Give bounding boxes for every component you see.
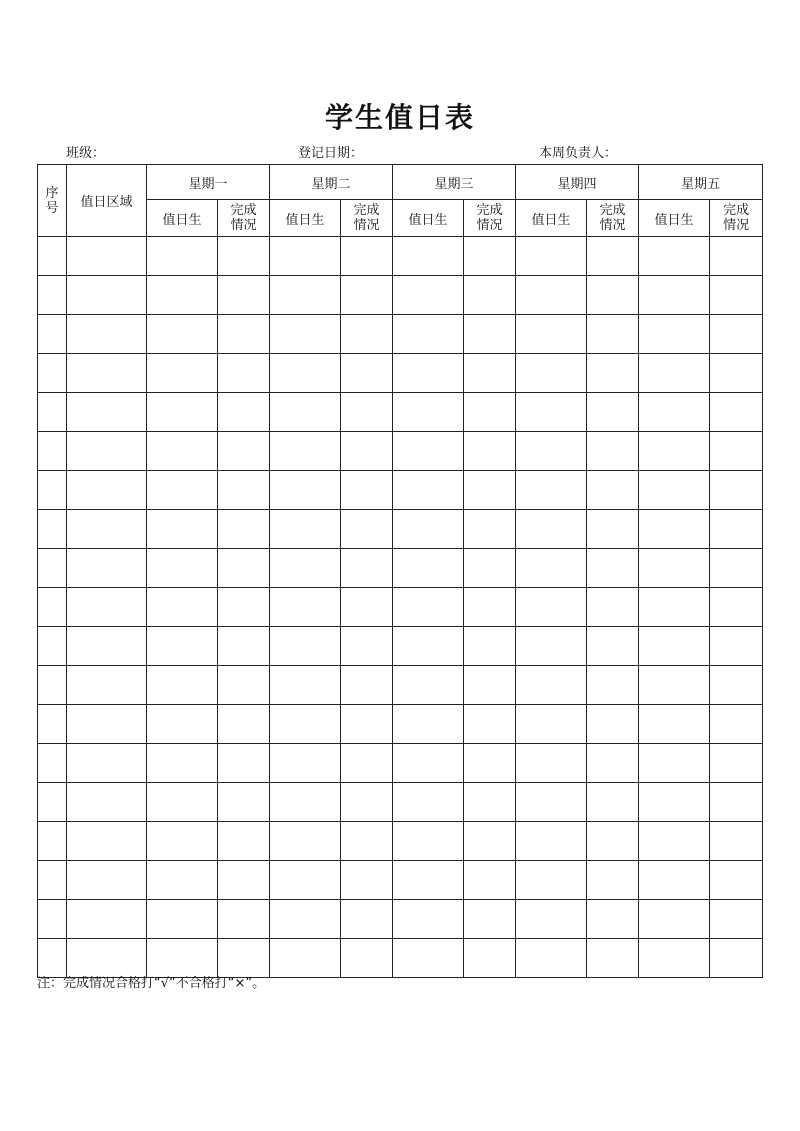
table-cell[interactable]: [147, 354, 218, 393]
table-row: [38, 276, 763, 315]
table-row: [38, 549, 763, 588]
table-cell[interactable]: [38, 744, 67, 783]
table-cell[interactable]: [587, 666, 639, 705]
table-cell[interactable]: [710, 861, 763, 900]
table-cell[interactable]: [341, 783, 393, 822]
table-cell[interactable]: [393, 666, 464, 705]
table-cell[interactable]: [710, 354, 763, 393]
table-cell[interactable]: [393, 276, 464, 315]
table-cell[interactable]: [218, 939, 270, 978]
table-row: [38, 315, 763, 354]
table-cell[interactable]: [270, 783, 341, 822]
sub-header-status: [218, 200, 270, 237]
table-cell[interactable]: [270, 354, 341, 393]
table-cell[interactable]: [710, 237, 763, 276]
table-cell[interactable]: [516, 471, 587, 510]
table-cell[interactable]: [587, 627, 639, 666]
table-cell[interactable]: [218, 237, 270, 276]
seq-header: [38, 165, 67, 237]
table-cell[interactable]: [270, 471, 341, 510]
table-cell[interactable]: [67, 510, 147, 549]
table-cell[interactable]: [393, 393, 464, 432]
table-row: [38, 354, 763, 393]
sub-header-status-line1: 完成: [723, 203, 750, 218]
table-cell[interactable]: [516, 432, 587, 471]
table-cell[interactable]: [218, 705, 270, 744]
table-cell[interactable]: [710, 588, 763, 627]
table-cell[interactable]: [587, 393, 639, 432]
table-cell[interactable]: [639, 705, 710, 744]
day-header-tue: 星期二: [270, 165, 393, 200]
table-cell[interactable]: [393, 861, 464, 900]
sub-header-status-line1: 完成: [353, 203, 380, 218]
table-cell[interactable]: [38, 510, 67, 549]
table-cell[interactable]: [38, 237, 67, 276]
table-cell[interactable]: [270, 315, 341, 354]
table-cell[interactable]: [587, 237, 639, 276]
table-cell[interactable]: [38, 393, 67, 432]
day-header-mon: 星期一: [147, 165, 270, 200]
table-cell[interactable]: [270, 627, 341, 666]
page-title: 学生值日表: [324, 101, 475, 134]
table-cell[interactable]: [516, 315, 587, 354]
table-cell[interactable]: [639, 900, 710, 939]
day-header-fri: 星期五: [639, 165, 763, 200]
table-cell[interactable]: [710, 705, 763, 744]
table-cell[interactable]: [587, 510, 639, 549]
table-row: [38, 705, 763, 744]
sub-header-status-line1: 完成: [599, 203, 626, 218]
table-cell[interactable]: [516, 822, 587, 861]
table-cell[interactable]: [393, 744, 464, 783]
table-row: [38, 744, 763, 783]
table-cell[interactable]: [393, 549, 464, 588]
table-cell[interactable]: [639, 315, 710, 354]
table-cell[interactable]: [270, 549, 341, 588]
table-cell[interactable]: [147, 627, 218, 666]
table-cell[interactable]: [147, 237, 218, 276]
table-cell[interactable]: [587, 471, 639, 510]
duty-table: [37, 164, 763, 978]
table-cell[interactable]: [38, 939, 67, 978]
sub-header-status-line2: 情况: [599, 218, 626, 233]
table-cell[interactable]: [341, 471, 393, 510]
table-cell[interactable]: [516, 627, 587, 666]
table-cell[interactable]: [639, 237, 710, 276]
table-cell[interactable]: [341, 627, 393, 666]
table-cell[interactable]: [587, 432, 639, 471]
table-cell[interactable]: [218, 861, 270, 900]
table-cell[interactable]: [464, 705, 516, 744]
table-cell[interactable]: [270, 666, 341, 705]
table-cell[interactable]: [464, 237, 516, 276]
table-cell[interactable]: [341, 900, 393, 939]
table-cell[interactable]: [587, 276, 639, 315]
table-cell[interactable]: [218, 510, 270, 549]
table-cell[interactable]: [393, 588, 464, 627]
table-cell[interactable]: [341, 588, 393, 627]
table-cell[interactable]: [516, 900, 587, 939]
sub-header-status: [464, 200, 516, 237]
table-cell[interactable]: [67, 861, 147, 900]
table-cell[interactable]: [587, 822, 639, 861]
table-cell[interactable]: [38, 549, 67, 588]
table-cell[interactable]: [639, 393, 710, 432]
table-cell[interactable]: [587, 900, 639, 939]
table-cell[interactable]: [464, 783, 516, 822]
table-cell[interactable]: [147, 549, 218, 588]
table-cell[interactable]: [587, 549, 639, 588]
table-cell[interactable]: [710, 900, 763, 939]
table-cell[interactable]: [270, 900, 341, 939]
table-cell[interactable]: [341, 315, 393, 354]
table-cell[interactable]: [341, 354, 393, 393]
day-header-thu: 星期四: [516, 165, 639, 200]
table-cell[interactable]: [639, 822, 710, 861]
table-cell[interactable]: [38, 822, 67, 861]
table-cell[interactable]: [341, 393, 393, 432]
table-cell[interactable]: [639, 627, 710, 666]
table-cell[interactable]: [464, 627, 516, 666]
table-cell[interactable]: [710, 666, 763, 705]
table-cell[interactable]: [38, 432, 67, 471]
table-cell[interactable]: [516, 588, 587, 627]
table-cell[interactable]: [341, 237, 393, 276]
table-cell[interactable]: [516, 510, 587, 549]
table-cell[interactable]: [710, 822, 763, 861]
table-cell[interactable]: [710, 471, 763, 510]
table-cell[interactable]: [218, 900, 270, 939]
sub-header-duty: 值日生: [270, 200, 341, 237]
table-cell[interactable]: [270, 939, 341, 978]
sub-header-duty: 值日生: [639, 200, 710, 237]
table-row: [38, 939, 763, 978]
table-cell[interactable]: [270, 432, 341, 471]
sub-header-status-line1: 完成: [230, 203, 257, 218]
table-cell[interactable]: [147, 471, 218, 510]
table-cell[interactable]: [516, 705, 587, 744]
table-cell[interactable]: [67, 783, 147, 822]
table-cell[interactable]: [147, 744, 218, 783]
table-cell[interactable]: [464, 822, 516, 861]
table-cell[interactable]: [38, 471, 67, 510]
table-cell[interactable]: [270, 237, 341, 276]
table-cell[interactable]: [587, 939, 639, 978]
table-cell[interactable]: [147, 315, 218, 354]
table-cell[interactable]: [270, 705, 341, 744]
table-cell[interactable]: [270, 744, 341, 783]
table-cell[interactable]: [516, 549, 587, 588]
table-cell[interactable]: [639, 588, 710, 627]
table-cell[interactable]: [218, 588, 270, 627]
table-cell[interactable]: [67, 471, 147, 510]
table-cell[interactable]: [147, 588, 218, 627]
date-label: 登记日期：: [298, 146, 364, 161]
table-cell[interactable]: [587, 588, 639, 627]
table-cell[interactable]: [341, 666, 393, 705]
table-cell[interactable]: [516, 276, 587, 315]
table-cell[interactable]: [710, 744, 763, 783]
table-row: [38, 237, 763, 276]
table-cell[interactable]: [464, 588, 516, 627]
table-cell[interactable]: [393, 237, 464, 276]
table-cell[interactable]: [639, 744, 710, 783]
table-cell[interactable]: [710, 393, 763, 432]
table-row: [38, 822, 763, 861]
table-cell[interactable]: [218, 354, 270, 393]
table-cell[interactable]: [464, 354, 516, 393]
table-cell[interactable]: [218, 783, 270, 822]
table-cell[interactable]: [218, 627, 270, 666]
table-cell[interactable]: [587, 354, 639, 393]
table-cell[interactable]: [147, 783, 218, 822]
table-cell[interactable]: [710, 315, 763, 354]
table-cell[interactable]: [270, 588, 341, 627]
table-cell[interactable]: [393, 354, 464, 393]
table-cell[interactable]: [464, 900, 516, 939]
table-row: [38, 510, 763, 549]
table-cell[interactable]: [341, 822, 393, 861]
table-cell[interactable]: [464, 510, 516, 549]
table-cell[interactable]: [270, 861, 341, 900]
table-cell[interactable]: [710, 432, 763, 471]
table-cell[interactable]: [67, 744, 147, 783]
table-cell[interactable]: [639, 939, 710, 978]
table-cell[interactable]: [516, 939, 587, 978]
table-cell[interactable]: [393, 627, 464, 666]
table-row: [38, 666, 763, 705]
table-cell[interactable]: [38, 783, 67, 822]
table-cell[interactable]: [38, 315, 67, 354]
table-cell[interactable]: [710, 627, 763, 666]
table-cell[interactable]: [218, 822, 270, 861]
table-cell[interactable]: [639, 666, 710, 705]
table-cell[interactable]: [341, 939, 393, 978]
table-cell[interactable]: [147, 666, 218, 705]
table-row: [38, 861, 763, 900]
table-cell[interactable]: [710, 276, 763, 315]
table-cell[interactable]: [218, 315, 270, 354]
table-cell[interactable]: [710, 510, 763, 549]
table-cell[interactable]: [270, 393, 341, 432]
sub-header-status: [710, 200, 763, 237]
table-cell[interactable]: [147, 861, 218, 900]
table-cell[interactable]: [67, 549, 147, 588]
table-cell[interactable]: [218, 666, 270, 705]
table-cell[interactable]: [341, 432, 393, 471]
table-cell[interactable]: [67, 627, 147, 666]
table-cell[interactable]: [218, 276, 270, 315]
table-cell[interactable]: [67, 705, 147, 744]
table-cell[interactable]: [393, 510, 464, 549]
table-cell[interactable]: [710, 783, 763, 822]
seq-header-bottom: 号: [45, 200, 59, 216]
table-cell[interactable]: [147, 822, 218, 861]
table-cell[interactable]: [147, 705, 218, 744]
table-cell[interactable]: [67, 588, 147, 627]
sub-header-duty: 值日生: [393, 200, 464, 237]
table-row: [38, 432, 763, 471]
table-cell[interactable]: [147, 432, 218, 471]
table-cell[interactable]: [639, 783, 710, 822]
table-cell[interactable]: [67, 354, 147, 393]
table-cell[interactable]: [218, 432, 270, 471]
footnote: 注：完成情况合格打“√”不合格打“×”。: [37, 976, 266, 991]
table-cell[interactable]: [464, 315, 516, 354]
table-cell[interactable]: [639, 471, 710, 510]
table-cell[interactable]: [147, 900, 218, 939]
table-cell[interactable]: [639, 861, 710, 900]
table-cell[interactable]: [393, 315, 464, 354]
table-cell[interactable]: [38, 861, 67, 900]
table-cell[interactable]: [516, 354, 587, 393]
table-cell[interactable]: [710, 549, 763, 588]
table-cell[interactable]: [464, 744, 516, 783]
table-cell[interactable]: [710, 939, 763, 978]
sub-header-status-line2: 情况: [353, 218, 380, 233]
table-cell[interactable]: [147, 939, 218, 978]
table-cell[interactable]: [38, 666, 67, 705]
table-cell[interactable]: [464, 471, 516, 510]
table-cell[interactable]: [587, 783, 639, 822]
table-cell[interactable]: [587, 861, 639, 900]
table-cell[interactable]: [464, 861, 516, 900]
table-cell[interactable]: [67, 315, 147, 354]
table-cell[interactable]: [38, 276, 67, 315]
sub-header-duty: 值日生: [516, 200, 587, 237]
table-cell[interactable]: [587, 744, 639, 783]
table-cell[interactable]: [341, 276, 393, 315]
table-cell[interactable]: [147, 393, 218, 432]
table-row: [38, 471, 763, 510]
table-cell[interactable]: [393, 939, 464, 978]
table-cell[interactable]: [218, 393, 270, 432]
table-cell[interactable]: [67, 822, 147, 861]
table-cell[interactable]: [341, 510, 393, 549]
area-header: 值日区域: [67, 165, 147, 237]
table-cell[interactable]: [218, 471, 270, 510]
sub-header-status-line1: 完成: [476, 203, 503, 218]
sub-header-status-line2: 情况: [723, 218, 750, 233]
table-cell[interactable]: [464, 666, 516, 705]
table-cell[interactable]: [464, 276, 516, 315]
table-cell[interactable]: [639, 276, 710, 315]
table-cell[interactable]: [464, 939, 516, 978]
table-cell[interactable]: [38, 588, 67, 627]
table-cell[interactable]: [393, 783, 464, 822]
table-cell[interactable]: [639, 432, 710, 471]
sub-header-status-line2: 情况: [476, 218, 503, 233]
table-cell[interactable]: [393, 900, 464, 939]
table-cell[interactable]: [393, 471, 464, 510]
table-cell[interactable]: [587, 315, 639, 354]
table-cell[interactable]: [67, 393, 147, 432]
table-cell[interactable]: [464, 432, 516, 471]
table-cell[interactable]: [516, 783, 587, 822]
table-row: [38, 900, 763, 939]
table-cell[interactable]: [587, 705, 639, 744]
table-cell[interactable]: [270, 276, 341, 315]
table-cell[interactable]: [67, 432, 147, 471]
table-cell[interactable]: [147, 510, 218, 549]
sub-header-duty: 值日生: [147, 200, 218, 237]
table-cell[interactable]: [516, 666, 587, 705]
table-cell[interactable]: [147, 276, 218, 315]
table-cell[interactable]: [38, 354, 67, 393]
table-cell[interactable]: [341, 705, 393, 744]
owner-label: 本周负责人：: [539, 146, 618, 161]
table-cell[interactable]: [393, 705, 464, 744]
table-cell[interactable]: [639, 354, 710, 393]
table-cell[interactable]: [218, 549, 270, 588]
sub-header-status: [587, 200, 639, 237]
table-cell[interactable]: [464, 393, 516, 432]
sub-header-status: [341, 200, 393, 237]
table-row: [38, 783, 763, 822]
table-cell[interactable]: [67, 939, 147, 978]
table-cell[interactable]: [516, 861, 587, 900]
table-cell[interactable]: [38, 627, 67, 666]
table-cell[interactable]: [67, 276, 147, 315]
table-cell[interactable]: [464, 549, 516, 588]
table-cell[interactable]: [67, 900, 147, 939]
table-row: [38, 588, 763, 627]
table-cell[interactable]: [516, 744, 587, 783]
table-cell[interactable]: [67, 666, 147, 705]
table-cell[interactable]: [516, 237, 587, 276]
table-cell[interactable]: [270, 822, 341, 861]
day-header-wed: 星期三: [393, 165, 516, 200]
table-cell[interactable]: [38, 705, 67, 744]
table-row: [38, 393, 763, 432]
table-cell[interactable]: [516, 393, 587, 432]
table-cell[interactable]: [38, 900, 67, 939]
class-label: 班级：: [66, 146, 106, 161]
table-cell[interactable]: [639, 549, 710, 588]
table-cell[interactable]: [341, 744, 393, 783]
seq-header-top: 序: [45, 185, 59, 201]
table-cell[interactable]: [341, 549, 393, 588]
table-cell[interactable]: [639, 510, 710, 549]
table-cell[interactable]: [218, 744, 270, 783]
table-cell[interactable]: [393, 822, 464, 861]
table-cell[interactable]: [393, 432, 464, 471]
table-cell[interactable]: [341, 861, 393, 900]
table-cell[interactable]: [270, 510, 341, 549]
table-row: [38, 627, 763, 666]
table-cell[interactable]: [67, 237, 147, 276]
sub-header-status-line2: 情况: [230, 218, 257, 233]
